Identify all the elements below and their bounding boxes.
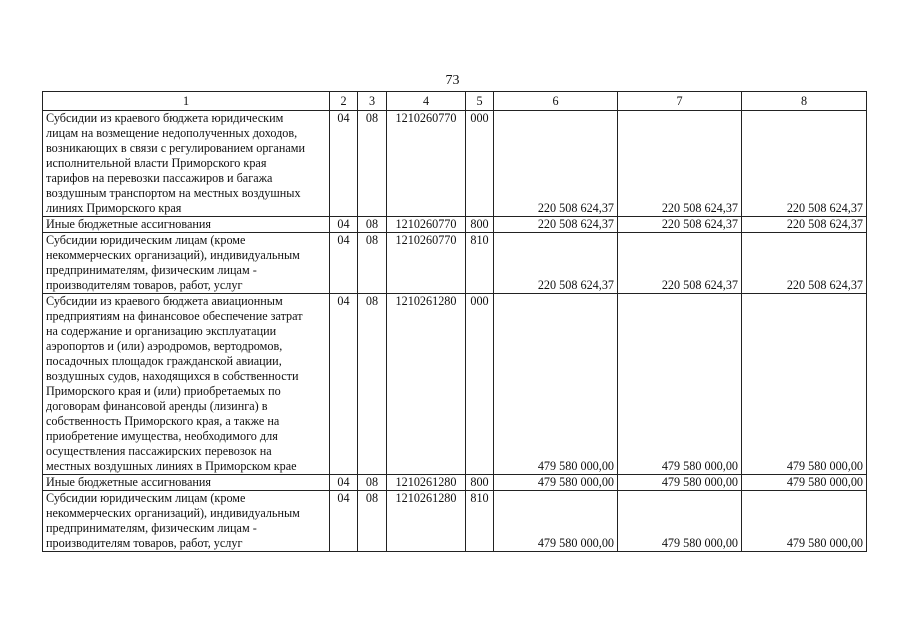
row-name-line: лицам на возмещение недополученных доходов, <box>46 126 298 140</box>
row-amount-c8: 220 508 624,37 <box>742 111 867 217</box>
row-amount-c8: 220 508 624,37 <box>742 217 867 233</box>
row-code-c3: 08 <box>358 217 387 233</box>
row-amount-c8: 479 580 000,00 <box>742 475 867 491</box>
row-amount-c8: 479 580 000,00 <box>742 294 867 475</box>
row-amount-c6: 479 580 000,00 <box>494 294 618 475</box>
row-code-c3: 08 <box>358 233 387 294</box>
row-amount-c7: 220 508 624,37 <box>618 111 742 217</box>
table-row <box>43 294 867 475</box>
table-row <box>43 233 867 294</box>
table-body <box>43 92 867 552</box>
row-name-line: предприятиям на финансовое обеспечение затрат <box>46 309 303 323</box>
row-code-c2: 04 <box>330 491 358 552</box>
row-code-c2: 04 <box>330 233 358 294</box>
row-name-line: тарифов на перевозки пассажиров и багажа <box>46 171 273 185</box>
row-name-line: посадочных площадок гражданской авиации, <box>46 354 282 368</box>
header-cell-4: 4 <box>387 92 466 111</box>
row-code-c4: 1210260770 <box>387 217 466 233</box>
row-name-line: исполнительной власти Приморского края <box>46 156 267 170</box>
row-name-line: Иные бюджетные ассигнования <box>46 217 212 231</box>
row-name-line: на содержание и организацию эксплуатации <box>46 324 277 338</box>
row-amount-c6: 220 508 624,37 <box>494 233 618 294</box>
row-code-c3: 08 <box>358 491 387 552</box>
header-cell-8: 8 <box>742 92 867 111</box>
row-amount-c7: 479 580 000,00 <box>618 491 742 552</box>
table-row <box>43 491 867 552</box>
row-amount-c7: 220 508 624,37 <box>618 217 742 233</box>
row-name-cell <box>43 294 330 475</box>
row-code-c5: 800 <box>466 217 494 233</box>
row-amount-c6: 479 580 000,00 <box>494 475 618 491</box>
row-amount-c7: 220 508 624,37 <box>618 233 742 294</box>
row-name-line: Иные бюджетные ассигнования <box>46 475 212 489</box>
row-name-line: договорам финансовой аренды (лизинга) в <box>46 399 268 413</box>
row-code-c5: 810 <box>466 233 494 294</box>
row-name-line: производителям товаров, работ, услуг <box>46 536 243 550</box>
row-amount-c8: 220 508 624,37 <box>742 233 867 294</box>
row-amount-c7: 479 580 000,00 <box>618 475 742 491</box>
row-name-line: аэропортов и (или) аэродромов, вертодромов, <box>46 339 283 353</box>
row-code-c4: 1210261280 <box>387 294 466 475</box>
table-row <box>43 217 867 233</box>
header-cell-7: 7 <box>618 92 742 111</box>
row-code-c3: 08 <box>358 475 387 491</box>
header-row <box>43 92 867 111</box>
header-cell-6: 6 <box>494 92 618 111</box>
row-code-c2: 04 <box>330 294 358 475</box>
row-amount-c6: 220 508 624,37 <box>494 217 618 233</box>
row-amount-c6: 220 508 624,37 <box>494 111 618 217</box>
row-code-c4: 1210260770 <box>387 233 466 294</box>
row-name-line: воздушным транспортом на местных воздушных <box>46 186 301 200</box>
row-code-c2: 04 <box>330 475 358 491</box>
row-code-c2: 04 <box>330 217 358 233</box>
row-name-line: предпринимателям, физическим лицам - <box>46 521 257 535</box>
row-name-line: Субсидии из краевого бюджета юридическим <box>46 111 284 125</box>
row-code-c4: 1210261280 <box>387 491 466 552</box>
row-amount-c6: 479 580 000,00 <box>494 491 618 552</box>
row-name-cell <box>43 217 330 233</box>
table-row <box>43 475 867 491</box>
row-code-c5: 000 <box>466 111 494 217</box>
row-name-line: возникающих в связи с регулированием органами <box>46 141 306 155</box>
row-amount-c7: 479 580 000,00 <box>618 294 742 475</box>
row-code-c5: 000 <box>466 294 494 475</box>
row-code-c4: 1210260770 <box>387 111 466 217</box>
row-name-cell <box>43 491 330 552</box>
row-name-line: некоммерческих организаций), индивидуальным <box>46 248 300 262</box>
row-name-line: некоммерческих организаций), индивидуальным <box>46 506 300 520</box>
row-name-line: осуществления пассажирских перевозок на <box>46 444 272 458</box>
header-cell-5: 5 <box>466 92 494 111</box>
row-name-line: линиях Приморского края <box>46 201 182 215</box>
table-row <box>43 111 867 217</box>
row-name-line: Субсидии из краевого бюджета авиационным <box>46 294 283 308</box>
row-code-c4: 1210261280 <box>387 475 466 491</box>
header-cell-3: 3 <box>358 92 387 111</box>
row-name-line: местных воздушных линиях в Приморском крае <box>46 459 297 473</box>
row-name-line: Субсидии юридическим лицам (кроме <box>46 233 246 247</box>
row-name-line: производителям товаров, работ, услуг <box>46 278 243 292</box>
page-number: 73 <box>445 73 460 88</box>
row-name-cell <box>43 233 330 294</box>
row-name-cell <box>43 111 330 217</box>
row-name-line: приобретение имущества, необходимого для <box>46 429 278 443</box>
budget-table <box>42 91 867 552</box>
row-name-line: Приморского края и (или) приобретаемых по <box>46 384 281 398</box>
row-name-line: предпринимателям, физическим лицам - <box>46 263 257 277</box>
row-name-line: воздушных судов, находящихся в собственности <box>46 369 299 383</box>
row-name-line: Субсидии юридическим лицам (кроме <box>46 491 246 505</box>
row-code-c3: 08 <box>358 294 387 475</box>
row-amount-c8: 479 580 000,00 <box>742 491 867 552</box>
row-code-c5: 810 <box>466 491 494 552</box>
row-code-c2: 04 <box>330 111 358 217</box>
header-cell-1: 1 <box>43 92 330 111</box>
header-cell-2: 2 <box>330 92 358 111</box>
row-code-c5: 800 <box>466 475 494 491</box>
row-code-c3: 08 <box>358 111 387 217</box>
row-name-line: собственность Приморского края, а также на <box>46 414 280 428</box>
row-name-cell <box>43 475 330 491</box>
